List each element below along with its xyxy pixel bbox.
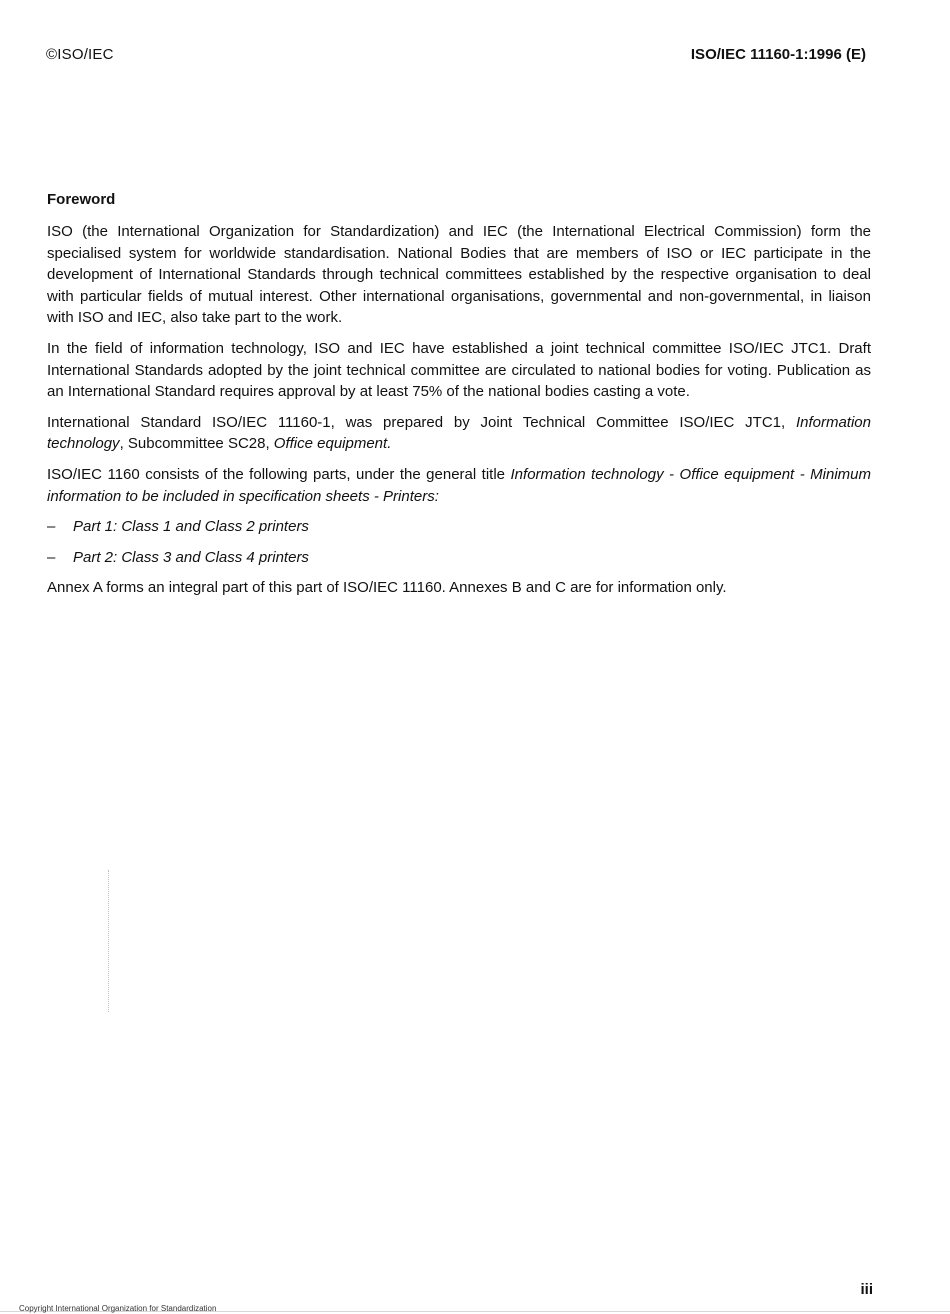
parts-text: ISO/IEC 1160 consists of the following parts, under the general title <box>47 465 511 483</box>
header-copyright: ©ISO/IEC <box>46 46 114 63</box>
paragraph-annexes: Annex A forms an integral part of this part of ISO/IEC 11160. Annexes B and C are for information only. <box>47 579 727 597</box>
paragraph-preparation <box>47 412 871 455</box>
paragraph-jtc1: In the field of information technology, ISO and IEC have established a joint technical committee ISO/IEC JTC1. Draft International Standards adopted by the joint technical committee are circulated to national bodies for voting. Publication as an International Standard requires approval by at least 75% of the national bodies casting a vote. <box>47 339 871 401</box>
list-dash: – <box>47 548 56 566</box>
paragraph-organizations: ISO (the International Organization for Standardization) and IEC (the International Electrical Commission) form the specialised system for worldwide standardisation. National Bodies that are members of ISO or IEC participate in the development of International Standards through technical committees established by the respective organisation to deal with particular fields of mutual interest. Other international organisations, governmental and non-governmental, in liaison with ISO and IEC, also take part to the work. <box>47 223 871 327</box>
list-dash: – <box>47 518 56 536</box>
parts-general-title: Information technology - Office equipment - Minimum information to be included in specification sheets - Printers: <box>47 465 871 505</box>
preparation-text-1: International Standard ISO/IEC 11160-1, was prepared by Joint Technical Committee ISO/IEC JTC1, <box>47 413 796 431</box>
footer-copyright: Copyright International Organization for Standardization <box>19 1304 217 1313</box>
paragraph-parts <box>47 464 871 507</box>
foreword-body <box>47 221 871 608</box>
preparation-committee-title: Information technology <box>47 413 871 453</box>
list-item-label: Part 1: Class 1 and Class 2 printers <box>73 518 309 536</box>
list-item <box>47 547 871 569</box>
preparation-subcommittee-title: Office equipment. <box>273 435 392 453</box>
scan-artifact-dotted-line <box>108 870 109 1012</box>
page-number: iii <box>860 1281 873 1298</box>
list-item-label: Part 2: Class 3 and Class 4 printers <box>73 548 309 566</box>
page-title: Foreword <box>47 191 116 208</box>
preparation-text-2: , Subcommittee SC28, <box>119 435 274 453</box>
list-item <box>47 516 871 538</box>
header-document-id: ISO/IEC 11160-1:1996 (E) <box>690 46 866 63</box>
